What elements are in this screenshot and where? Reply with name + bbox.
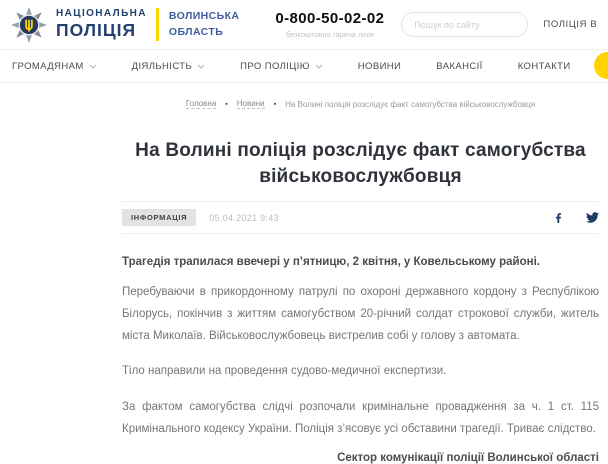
brand-line2: ПОЛІЦІЯ: [56, 20, 137, 40]
brand-line1: НАЦІОНАЛЬНА: [56, 8, 147, 19]
search-input[interactable]: [402, 20, 527, 30]
category-badge[interactable]: ІНФОРМАЦІЯ: [122, 209, 196, 226]
breadcrumb-separator: ▪: [273, 100, 277, 108]
article-lead: Трагедія трапилася ввечері у п’ятницю, 2 квітня, у Ковельському районі.: [122, 256, 540, 268]
breadcrumb: [122, 99, 599, 109]
yellow-accent-bar: [156, 8, 159, 41]
breadcrumb-news-link[interactable]: Новини: [236, 99, 265, 108]
region-name: [169, 9, 239, 41]
nav-item-label: НОВИНИ: [357, 60, 402, 72]
police-badge-logo-icon[interactable]: [10, 6, 48, 44]
nav-item-label: ГРОМАДЯНАМ: [12, 60, 84, 72]
site-brand[interactable]: [56, 8, 147, 41]
site-header: [0, 0, 608, 49]
breadcrumb-separator: ▪: [225, 100, 228, 108]
hotline-caption: безкоштовна гаряча лінія: [285, 30, 374, 39]
chevron-down-icon: [197, 64, 205, 69]
hotline-phone: 0-800-50-02-02: [275, 10, 385, 27]
facebook-share-button[interactable]: [552, 211, 565, 224]
article-content: [122, 99, 599, 464]
nav-item-label: ВАКАНСІЇ: [436, 60, 483, 72]
site-search: [401, 12, 528, 37]
publish-date: 05.04.2021 9:43: [209, 212, 279, 223]
nav-item-label: ДІЯЛЬНІСТЬ: [131, 60, 193, 72]
region-line2: ОБЛАСТЬ: [168, 25, 224, 38]
twitter-share-button[interactable]: [586, 211, 599, 224]
facebook-icon: [552, 211, 565, 224]
nav-item-vacancies[interactable]: [436, 61, 482, 72]
nav-item-contacts[interactable]: [518, 61, 571, 72]
nav-item-citizens[interactable]: [12, 61, 97, 72]
nav-item-label: ПРО ПОЛІЦІЮ: [240, 60, 310, 72]
region-line1: ВОЛИНСЬКА: [168, 9, 240, 22]
social-networks-label: ПОЛІЦІЯ В: [543, 19, 598, 30]
article-meta-row: [122, 201, 599, 234]
twitter-icon: [586, 211, 599, 224]
article-author: Сектор комунікації поліції Волинської області: [337, 452, 599, 464]
nav-item-news[interactable]: [358, 61, 402, 72]
breadcrumb-home-link[interactable]: Головна: [185, 99, 217, 108]
breadcrumb-current-page: На Волині поліція розслідує факт самогубства військовослужбовця: [285, 99, 536, 109]
chevron-down-icon: [315, 64, 323, 69]
article-paragraph: Тіло направили на проведення судово-медичної експертизи.: [122, 365, 447, 377]
nav-item-about-police[interactable]: [240, 61, 323, 72]
hotline-block: [275, 10, 384, 39]
article-paragraph: За фактом самогубства слідчі розпочали кримінальне провадження за ч. 1 ст. 115 Кримінального кодексу України. Поліція з’ясовує усі обставини трагедії. Триває слідство.: [122, 401, 599, 435]
chevron-down-icon: [89, 64, 97, 69]
article-title: На Волині поліція розслідує факт самогубства військовослужбовця: [135, 140, 586, 187]
nav-item-label: КОНТАКТИ: [517, 60, 571, 72]
main-nav: [0, 49, 608, 83]
nav-item-activity[interactable]: [132, 61, 206, 72]
article-paragraph: Перебуваючи в прикордонному патрулі по охороні державного кордону з Республікою Білорусь, покінчив з життям самогубством 20-річний солдат строкової служби, житель міста Миколаїв. Військовослужбовець вистрелив собі у голову з автомата.: [122, 286, 599, 342]
